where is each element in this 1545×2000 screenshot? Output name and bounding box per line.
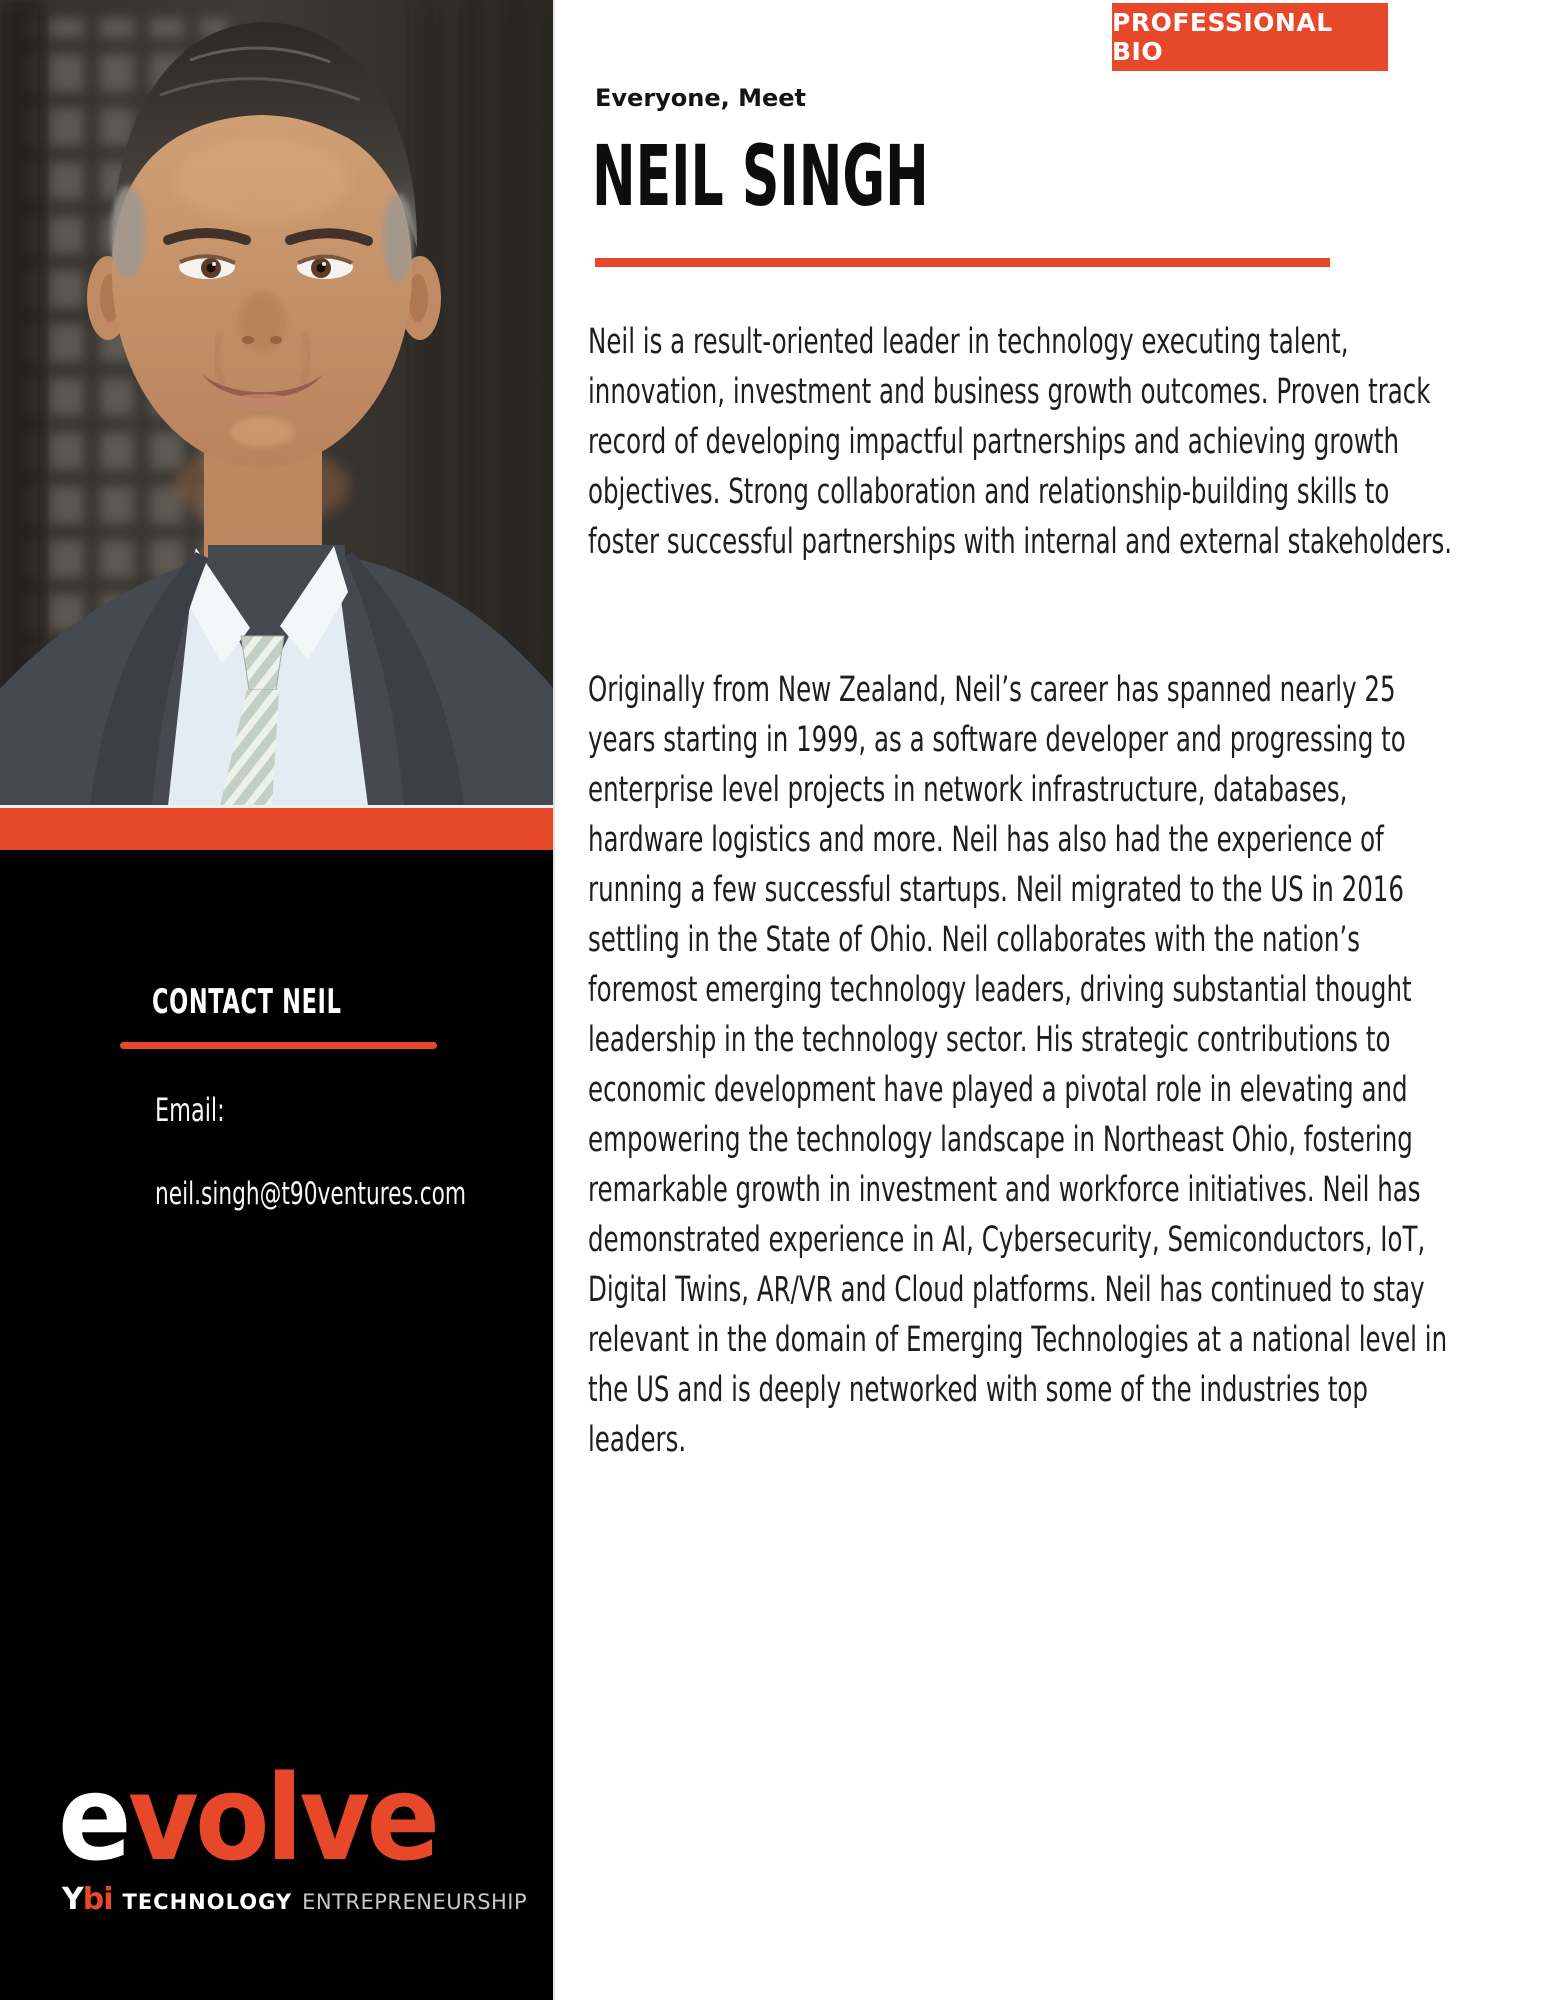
title-underline	[595, 258, 1330, 267]
kicker-text: Everyone, Meet	[595, 84, 807, 112]
contact-heading: CONTACT NEIL	[152, 982, 342, 1022]
tagline-technology: TECHNOLOGY	[122, 1890, 293, 1914]
contact-underline	[120, 1042, 437, 1049]
email-label: Email:	[155, 1091, 225, 1129]
email-address: neil.singh@t90ventures.com	[155, 1176, 467, 1212]
tagline-entrepreneurship: ENTREPRENEURSHIP	[302, 1890, 528, 1914]
left-column	[0, 0, 553, 2000]
portrait-photo	[0, 0, 553, 806]
ybi-mark-icon: Ybi	[62, 1882, 113, 1917]
logo-letter-e: e	[58, 1749, 128, 1887]
bio-paragraph-1: Neil is a result-oriented leader in technology executing talent, innovation, investment and business growth outcomes. Proven track record of developing impactful partnerships and achieving growth objectives. Strong collaboration and relationship-building skills to foster successful partnerships with internal and external stakeholders.	[588, 322, 1453, 562]
professional-bio-badge	[1112, 3, 1388, 71]
orange-stripe	[0, 808, 553, 850]
logo-letters-volve: volve	[127, 1749, 437, 1887]
evolve-logo-wordmark	[58, 1749, 437, 1887]
page-title: NEIL SINGH	[592, 127, 929, 225]
column-divider	[553, 0, 555, 2000]
bio-paragraph-2: Originally from New Zealand, Neil’s career has spanned nearly 25 years starting in 1999, as a software developer and progressing to enterprise level projects in network infrastructure, databases, hardware logistics and more. Neil has also had the experience of running a few successful startups. Neil migrated to the US in 2016 settling in the State of Ohio. Neil collaborates with the nation’s foremost emerging technology leaders, driving substantial thought leadership in the technology sector. His strategic contributions to economic development have played a pivotal role in elevating and empowering the technology landscape in Northeast Ohio, fostering remarkable growth in investment and workforce initiatives. Neil has demonstrated experience in AI, Cybersecurity, Semiconductors, IoT, Digital Twins, AR/VR and Cloud platforms. Neil has continued to stay relevant in the domain of Emerging Technologies at a national level in the US and is deeply networked with some of the industries top leaders.	[588, 670, 1448, 1460]
logo-tagline	[62, 1882, 527, 1917]
badge-label: PROFESSIONAL BIO	[1112, 8, 1333, 66]
